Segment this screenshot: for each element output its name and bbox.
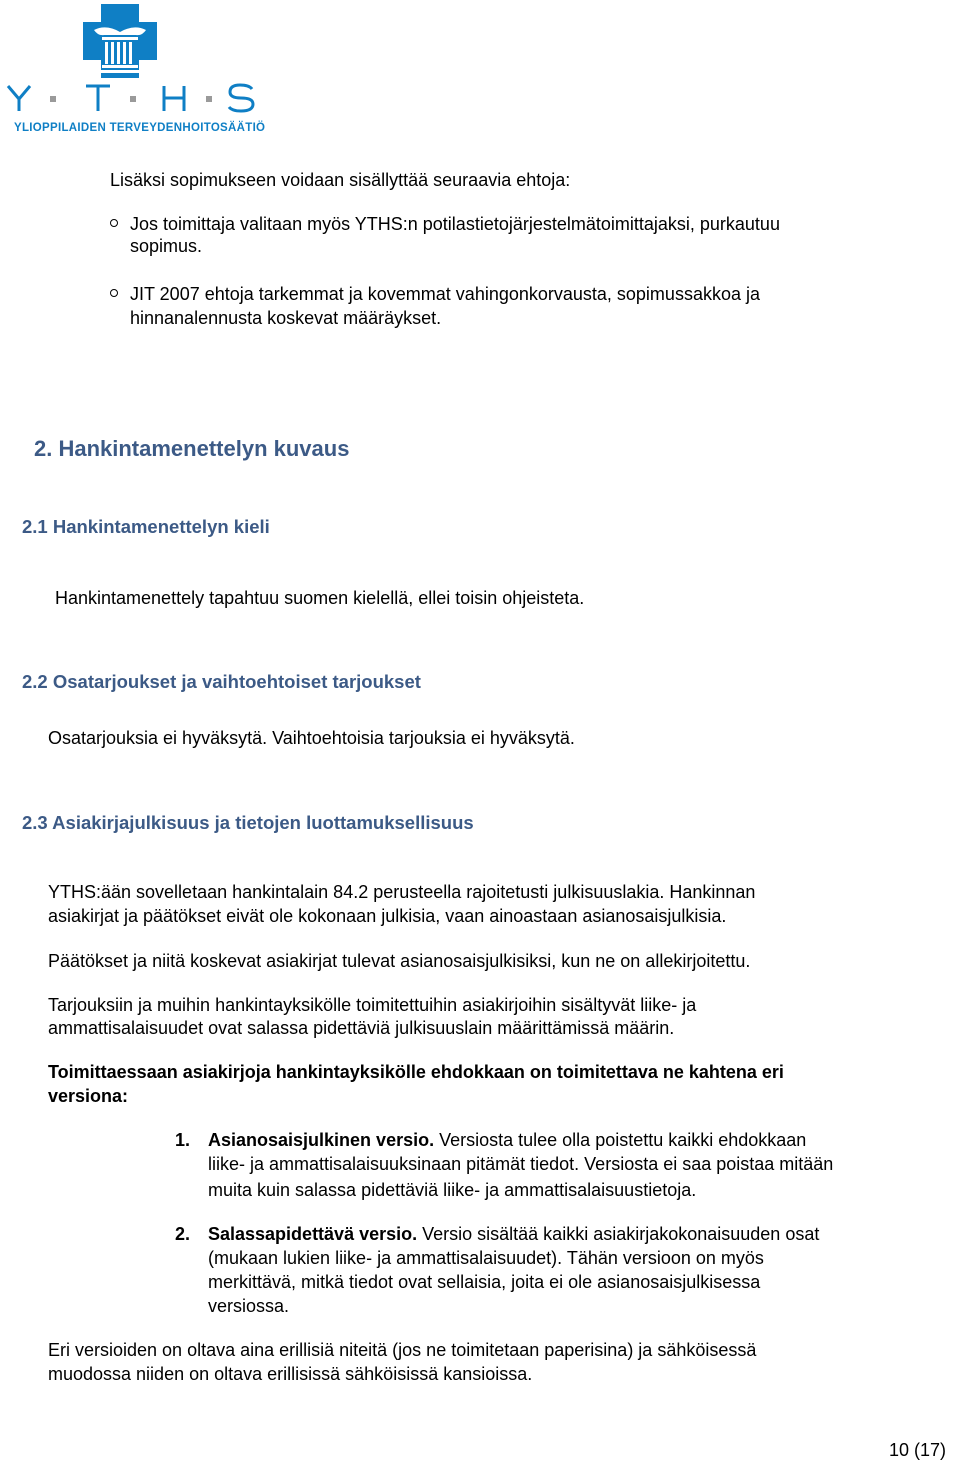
s23-paragraph-3-line-1: Tarjouksiin ja muihin hankintayksikölle toimitettuihin asiakirjoihin sisältyvät liike- ja xyxy=(48,995,697,1015)
list-item-2-line-1 xyxy=(208,1222,819,1246)
bullet-icon xyxy=(110,289,118,297)
list-item-1-rest: Versiosta tulee olla poistettu kaikki ehdokkaan xyxy=(434,1130,807,1150)
list-item-2-rest: Versio sisältää kaikki asiakirjakokonaisuuden osat xyxy=(417,1224,820,1244)
s23-bold-line-1: Toimittaessaan asiakirjoja hankintayksikölle ehdokkaan on toimitettava ne kahtena eri xyxy=(48,1062,784,1082)
list-item-1-line-1 xyxy=(208,1128,806,1152)
subsection-2-2-text: Osatarjouksia ei hyväksytä. Vaihtoehtoisia tarjouksia ei hyväksytä. xyxy=(48,728,575,748)
list-item-1-bold: Asianosaisjulkinen versio. xyxy=(208,1130,435,1150)
list-item-1-line-3: muita kuin salassa pidettäviä liike- ja ammattisalaisuustietoja. xyxy=(208,1180,697,1200)
list-item-1-line-2: liike- ja ammattisalaisuuksinaan pitämät tiedot. Versiosta ei saa poistaa mitään xyxy=(208,1154,834,1174)
final-paragraph-line-1: Eri versioiden on oltava aina erillisiä niteitä (jos ne toimitetaan paperisina) ja sähköisessä xyxy=(48,1340,757,1360)
list-item-2-line-4: versiossa. xyxy=(208,1296,290,1316)
cross-pillar-icon xyxy=(6,4,256,116)
subsection-2-2-heading: 2.2 Osatarjoukset ja vaihtoehtoiset tarjoukset xyxy=(22,671,421,692)
yths-logo xyxy=(6,4,266,134)
bullet-2-line-2: hinnanalennusta koskevat määräykset. xyxy=(130,308,442,328)
bullet-1-line-2: sopimus. xyxy=(130,236,203,256)
section-heading: 2. Hankintamenettelyn kuvaus xyxy=(34,436,350,461)
s23-paragraph-3-line-2: ammattisalaisuudet ovat salassa pidettäviä julkisuuslain määrittämissä määrin. xyxy=(48,1018,675,1038)
final-paragraph-line-2: muodossa niiden on oltava erillisissä sähköisissä kansioissa. xyxy=(48,1364,533,1384)
s23-paragraph-2: Päätökset ja niitä koskevat asiakirjat tulevat asianosaisjulkisiksi, kun ne on allekirjoitettu. xyxy=(48,951,751,971)
list-item-1-number: 1. xyxy=(175,1130,191,1150)
subsection-2-1-text: Hankintamenettely tapahtuu suomen kielellä, ellei toisin ohjeisteta. xyxy=(55,588,585,608)
bullet-2-line-1: JIT 2007 ehtoja tarkemmat ja kovemmat vahingonkorvausta, sopimussakkoa ja xyxy=(130,284,760,304)
page-number: 10 (17) xyxy=(889,1440,947,1460)
bullet-icon xyxy=(110,219,118,227)
list-item-2-line-2: (mukaan lukien liike- ja ammattisalaisuudet). Tähän versioon on myös xyxy=(208,1248,764,1268)
subsection-2-1-heading: 2.1 Hankintamenettelyn kieli xyxy=(22,516,270,537)
logo-subtitle: YLIOPPILAIDEN TERVEYDENHOITOSÄÄTIÖ xyxy=(14,122,266,134)
list-item-2-number: 2. xyxy=(175,1224,191,1244)
list-item-2-bold: Salassapidettävä versio. xyxy=(208,1224,418,1244)
s23-bold-line-2: versiona: xyxy=(48,1086,129,1106)
s23-paragraph-1-line-2: asiakirjat ja päätökset eivät ole kokonaan julkisia, vaan ainoastaan asianosaisjulkisia. xyxy=(48,906,727,926)
intro-text: Lisäksi sopimukseen voidaan sisällyttää seuraavia ehtoja: xyxy=(110,170,571,190)
list-item-2-line-3: merkittävä, mitkä tiedot ovat sellaisia, joita ei ole asianosaisjulkisessa xyxy=(208,1272,761,1292)
bullet-1-line-1: Jos toimittaja valitaan myös YTHS:n potilastietojärjestelmätoimittajaksi, purkautuu xyxy=(130,214,780,234)
s23-paragraph-1-line-1: YTHS:ään sovelletaan hankintalain 84.2 perusteella rajoitetusti julkisuuslakia. Hankinnan xyxy=(48,882,756,902)
subsection-2-3-heading: 2.3 Asiakirjajulkisuus ja tietojen luottamuksellisuus xyxy=(22,812,474,833)
